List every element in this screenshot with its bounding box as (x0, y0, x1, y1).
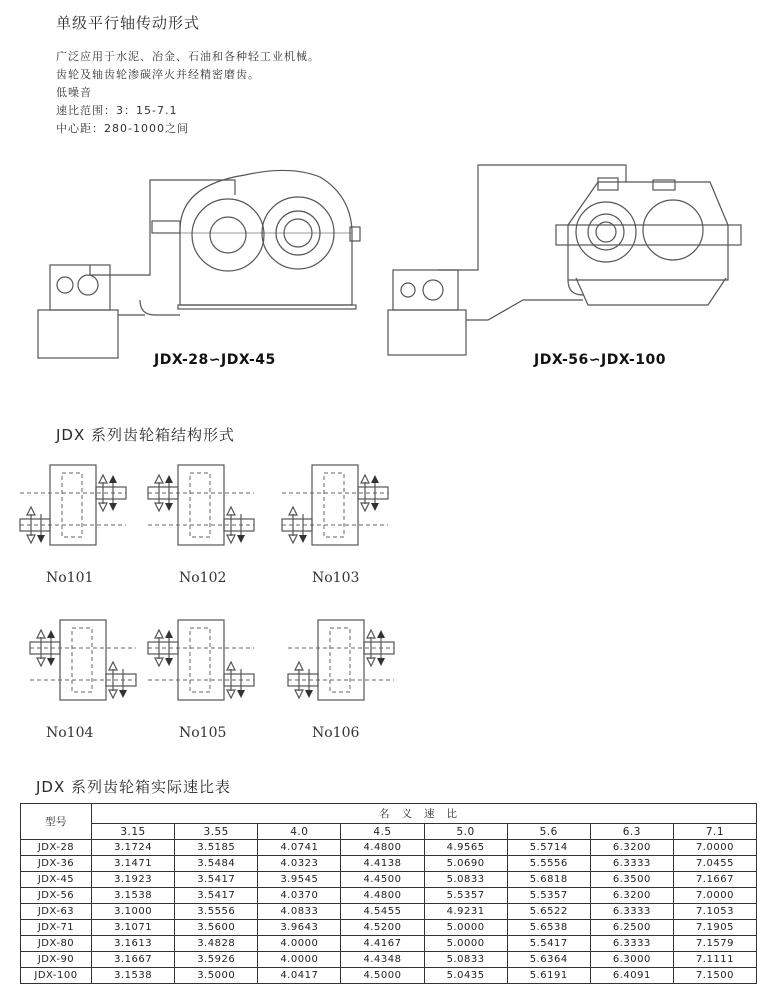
ratio-cell: 7.1500 (673, 968, 756, 984)
table-row (21, 952, 757, 968)
table-row (21, 936, 757, 952)
table-row (21, 968, 757, 984)
ratio-cell: 4.4800 (341, 840, 424, 856)
rotation-arrow-head (367, 630, 375, 638)
rotation-arrow-head (165, 503, 173, 511)
ratio-cell: 6.3333 (590, 856, 673, 872)
rotation-arrow-head (371, 503, 379, 511)
form-label: No102 (179, 570, 227, 586)
ratio-cell: 3.1613 (92, 936, 175, 952)
ratio-body (21, 840, 757, 984)
rotation-arrow-head (155, 475, 163, 483)
section2-title: JDX 系列齿轮箱结构形式 (56, 426, 236, 444)
ratio-cell: 4.4167 (341, 936, 424, 952)
ratio-cell: 3.1923 (92, 872, 175, 888)
ratio-cell: 6.3000 (590, 952, 673, 968)
model-cell: JDX-28 (21, 840, 92, 856)
rotation-arrow-head (47, 658, 55, 666)
nominal-ratio-cell: 7.1 (673, 824, 756, 840)
spec-line: 速比范围：3：15-7.1 (56, 104, 178, 117)
ratio-cell: 3.1667 (92, 952, 175, 968)
ratio-cell: 5.0000 (424, 936, 507, 952)
table-row (21, 856, 757, 872)
rotation-arrow-head (109, 503, 117, 511)
ratio-cell: 4.0000 (258, 936, 341, 952)
rotation-arrow-head (227, 535, 235, 543)
ratio-cell: 4.5455 (341, 904, 424, 920)
rotation-arrow-head (295, 662, 303, 670)
ratio-cell: 5.0000 (424, 920, 507, 936)
ratio-cell: 3.1471 (92, 856, 175, 872)
rotation-arrow-head (377, 658, 385, 666)
ratio-cell: 7.1053 (673, 904, 756, 920)
ratio-cell: 3.4828 (175, 936, 258, 952)
form-label: No106 (312, 725, 360, 741)
ratio-cell: 5.0833 (424, 952, 507, 968)
nominal-ratio-cell: 5.0 (424, 824, 507, 840)
ratio-cell: 3.5556 (175, 904, 258, 920)
ratio-cell: 4.4348 (341, 952, 424, 968)
ratio-cell: 3.1071 (92, 920, 175, 936)
ratio-table (20, 803, 757, 984)
ratio-cell: 3.1538 (92, 888, 175, 904)
ratio-cell: 4.0370 (258, 888, 341, 904)
ratio-cell: 3.5926 (175, 952, 258, 968)
model-cell: JDX-56 (21, 888, 92, 904)
ratio-cell: 5.5556 (507, 856, 590, 872)
ratio-cell: 3.1000 (92, 904, 175, 920)
ratio-header: 名义速比 (92, 804, 757, 824)
ratio-cell: 4.0323 (258, 856, 341, 872)
gearbox-drawing-small (30, 155, 370, 355)
spec-line: 广泛应用于水泥、冶金、石油和各种轻工业机械。 (56, 50, 320, 63)
rotation-arrow-head (165, 630, 173, 638)
model-label-small: JDX-28∽JDX-45 (154, 352, 276, 368)
nominal-row (21, 824, 757, 840)
ratio-cell: 3.1538 (92, 968, 175, 984)
rotation-arrow-head (99, 475, 107, 483)
table-row (21, 872, 757, 888)
ratio-cell: 4.9565 (424, 840, 507, 856)
gear-outline (330, 628, 350, 692)
rotation-arrow-head (227, 507, 235, 515)
rotation-arrow-head (227, 662, 235, 670)
rotation-arrow-head (237, 690, 245, 698)
gearbox-body (318, 620, 364, 700)
table-row (21, 920, 757, 936)
rotation-arrow-head (305, 690, 313, 698)
ratio-cell: 7.0000 (673, 888, 756, 904)
ratio-cell: 5.5357 (424, 888, 507, 904)
table-row (21, 840, 757, 856)
rotation-arrow-head (37, 658, 45, 666)
spec-line: 低噪音 (56, 86, 92, 99)
ratio-cell: 4.9231 (424, 904, 507, 920)
ratio-cell: 3.5417 (175, 872, 258, 888)
ratio-cell: 5.6818 (507, 872, 590, 888)
ratio-cell: 3.5000 (175, 968, 258, 984)
gearbox-drawing-large (378, 160, 748, 360)
nominal-ratio-cell: 4.5 (341, 824, 424, 840)
model-cell: JDX-90 (21, 952, 92, 968)
rotation-arrow-head (361, 503, 369, 511)
rotation-arrow-head (27, 507, 35, 515)
rotation-arrow-head (165, 658, 173, 666)
gearbox-body (50, 465, 96, 545)
ratio-cell: 7.0000 (673, 840, 756, 856)
ratio-cell: 4.0000 (258, 952, 341, 968)
nominal-ratio-cell: 5.6 (507, 824, 590, 840)
ratio-cell: 4.0417 (258, 968, 341, 984)
ratio-cell: 7.1667 (673, 872, 756, 888)
rotation-arrow-head (361, 475, 369, 483)
ratio-cell: 5.6364 (507, 952, 590, 968)
ratio-cell: 4.4800 (341, 888, 424, 904)
model-cell: JDX-80 (21, 936, 92, 952)
ratio-cell: 4.4500 (341, 872, 424, 888)
gear-outline (190, 628, 210, 692)
gear-outline (324, 473, 344, 537)
rotation-arrow-head (155, 503, 163, 511)
ratio-cell: 3.9643 (258, 920, 341, 936)
ratio-cell: 6.3200 (590, 840, 673, 856)
spec-line: 齿轮及轴齿轮渗碳淬火并经精密磨齿。 (56, 68, 260, 81)
rotation-arrow-head (119, 690, 127, 698)
ratio-cell: 7.1579 (673, 936, 756, 952)
rotation-arrow-head (289, 507, 297, 515)
ratio-cell: 7.0455 (673, 856, 756, 872)
nominal-ratio-cell: 3.55 (175, 824, 258, 840)
form-label: No105 (179, 725, 227, 741)
table-row (21, 888, 757, 904)
model-cell: JDX-63 (21, 904, 92, 920)
ratio-cell: 3.5600 (175, 920, 258, 936)
rotation-arrow-head (295, 690, 303, 698)
rotation-arrow-head (99, 503, 107, 511)
ratio-cell: 5.6522 (507, 904, 590, 920)
rotation-arrow-head (155, 658, 163, 666)
model-label-large: JDX-56∽JDX-100 (534, 352, 667, 368)
ratio-cell: 3.5185 (175, 840, 258, 856)
gear-outline (190, 473, 210, 537)
rotation-arrow-head (27, 535, 35, 543)
gear-outline (72, 628, 92, 692)
model-header: 型号 (21, 804, 92, 840)
ratio-cell: 3.1724 (92, 840, 175, 856)
nominal-ratio-cell: 6.3 (590, 824, 673, 840)
ratio-cell: 3.9545 (258, 872, 341, 888)
ratio-cell: 5.0833 (424, 872, 507, 888)
ratio-cell: 5.0435 (424, 968, 507, 984)
model-cell: JDX-36 (21, 856, 92, 872)
ratio-cell: 5.5357 (507, 888, 590, 904)
rotation-arrow-head (155, 630, 163, 638)
ratio-cell: 4.5000 (341, 968, 424, 984)
ratio-cell: 6.2500 (590, 920, 673, 936)
gearbox-body (312, 465, 358, 545)
ratio-cell: 5.5417 (507, 936, 590, 952)
ratio-cell: 6.4091 (590, 968, 673, 984)
gear-outline (62, 473, 82, 537)
model-cell: JDX-100 (21, 968, 92, 984)
nominal-ratio-cell: 4.0 (258, 824, 341, 840)
rotation-arrow-head (37, 630, 45, 638)
ratio-cell: 5.0690 (424, 856, 507, 872)
rotation-arrow-head (377, 630, 385, 638)
section3-title: JDX 系列齿轮箱实际速比表 (36, 778, 232, 796)
ratio-cell: 6.3200 (590, 888, 673, 904)
rotation-arrow-head (109, 475, 117, 483)
model-cell: JDX-45 (21, 872, 92, 888)
ratio-cell: 5.6538 (507, 920, 590, 936)
form-label: No103 (312, 570, 360, 586)
section1-title: 单级平行轴传动形式 (56, 14, 201, 32)
ratio-cell: 4.5200 (341, 920, 424, 936)
spec-list (56, 48, 320, 138)
rotation-arrow-head (37, 535, 45, 543)
ratio-cell: 6.3500 (590, 872, 673, 888)
rotation-arrow-head (237, 535, 245, 543)
rotation-arrow-head (109, 662, 117, 670)
ratio-cell: 4.4138 (341, 856, 424, 872)
table-row (21, 904, 757, 920)
form-label: No104 (46, 725, 94, 741)
structure-forms (0, 455, 420, 725)
rotation-arrow-head (299, 535, 307, 543)
ratio-cell: 5.6191 (507, 968, 590, 984)
gearbox-body (178, 465, 224, 545)
form-label: No101 (46, 570, 94, 586)
rotation-arrow-head (367, 658, 375, 666)
ratio-cell: 4.0833 (258, 904, 341, 920)
ratio-cell: 3.5417 (175, 888, 258, 904)
spec-line: 中心距：280-1000之间 (56, 122, 189, 135)
rotation-arrow-head (165, 475, 173, 483)
ratio-cell: 3.5484 (175, 856, 258, 872)
ratio-cell: 4.0741 (258, 840, 341, 856)
ratio-cell: 7.1905 (673, 920, 756, 936)
ratio-cell: 7.1111 (673, 952, 756, 968)
nominal-ratio-cell: 3.15 (92, 824, 175, 840)
gearbox-body (60, 620, 106, 700)
ratio-cell: 6.3333 (590, 936, 673, 952)
rotation-arrow-head (289, 535, 297, 543)
rotation-arrow-head (371, 475, 379, 483)
rotation-arrow-head (227, 690, 235, 698)
rotation-arrow-head (47, 630, 55, 638)
rotation-arrow-head (109, 690, 117, 698)
ratio-cell: 6.3333 (590, 904, 673, 920)
model-cell: JDX-71 (21, 920, 92, 936)
gearbox-body (178, 620, 224, 700)
ratio-cell: 5.5714 (507, 840, 590, 856)
